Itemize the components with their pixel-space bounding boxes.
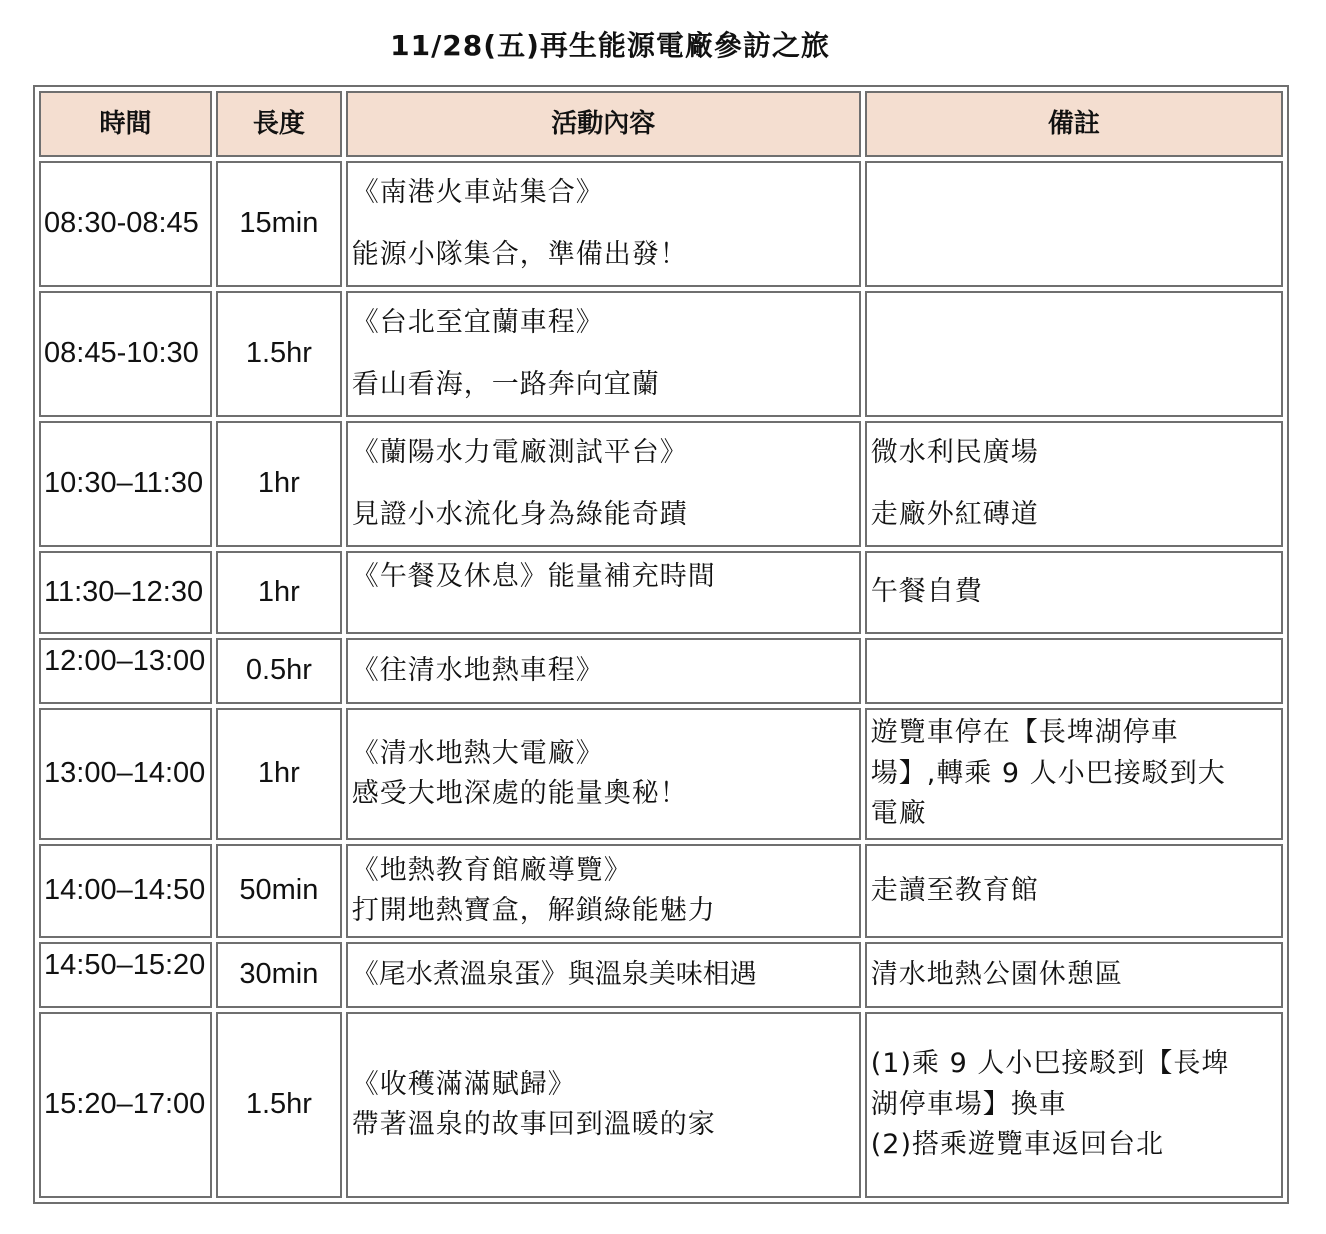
header-activity: 活動內容 <box>346 91 861 157</box>
activity-cell <box>346 708 861 840</box>
activity-cell <box>346 551 861 634</box>
activity-title: 《地熱教育館廠導覽》 <box>351 854 632 886</box>
time-cell: 11:30–12:30 <box>39 551 212 634</box>
table-row <box>39 844 1283 938</box>
notes-cell <box>865 421 1283 547</box>
duration-cell: 15min <box>216 161 342 287</box>
notes-cell <box>865 638 1283 704</box>
table-row <box>39 942 1283 1008</box>
table-row <box>39 551 1283 634</box>
time-cell: 08:30-08:45 <box>39 161 212 287</box>
activity-cell <box>346 1012 861 1198</box>
activity-title: 《台北至宜蘭車程》 <box>351 306 604 338</box>
note-line: 場】,轉乘 9 人小巴接駁到大 <box>870 757 1226 789</box>
activity-title: 《往清水地熱車程》 <box>351 654 604 686</box>
duration-cell: 1.5hr <box>216 291 342 417</box>
note-line: 微水利民廣場 <box>870 436 1039 468</box>
table-row <box>39 291 1283 417</box>
notes-cell <box>865 161 1283 287</box>
notes-cell <box>865 708 1283 840</box>
activity-cell <box>346 421 861 547</box>
time-cell: 10:30–11:30 <box>39 421 212 547</box>
table-header-row <box>39 91 1283 157</box>
note-line: 湖停車場】換車 <box>870 1088 1067 1120</box>
time-cell: 13:00–14:00 <box>39 708 212 840</box>
note-line: 走讀至教育館 <box>870 874 1039 906</box>
note-line: 走廠外紅磚道 <box>870 499 1039 530</box>
activity-cell <box>346 844 861 938</box>
activity-title: 《南港火車站集合》 <box>351 176 604 208</box>
activity-description: 感受大地深處的能量奧秘！ <box>351 778 688 809</box>
notes-cell <box>865 551 1283 634</box>
notes-cell <box>865 291 1283 417</box>
header-notes: 備註 <box>865 91 1283 157</box>
duration-cell: 0.5hr <box>216 638 342 704</box>
table-row <box>39 638 1283 704</box>
notes-cell <box>865 844 1283 938</box>
activity-description: 看山看海，一路奔向宜蘭 <box>351 369 660 400</box>
time-cell: 15:20–17:00 <box>39 1012 212 1198</box>
table-row <box>39 1012 1283 1198</box>
note-line: 電廠 <box>870 798 927 830</box>
time-cell: 12:00–13:00 <box>39 638 212 704</box>
duration-cell: 50min <box>216 844 342 938</box>
duration-cell: 1hr <box>216 551 342 634</box>
activity-description: 能源小隊集合，準備出發！ <box>351 239 688 270</box>
activity-title: 《午餐及休息》能量補充時間 <box>351 561 716 592</box>
duration-cell: 1hr <box>216 708 342 840</box>
activity-cell <box>346 638 861 704</box>
table-row <box>39 421 1283 547</box>
table-row <box>39 708 1283 840</box>
note-line: (1)乘 9 人小巴接駁到【長埤 <box>870 1048 1230 1080</box>
notes-cell <box>865 1012 1283 1198</box>
header-time: 時間 <box>39 91 212 157</box>
note-line: 午餐自費 <box>870 576 983 608</box>
duration-cell: 30min <box>216 942 342 1008</box>
notes-cell <box>865 942 1283 1008</box>
note-line: 遊覽車停在【長埤湖停車 <box>870 717 1179 749</box>
activity-cell <box>346 161 861 287</box>
activity-title: 《收穫滿滿賦歸》 <box>351 1068 576 1100</box>
time-cell: 14:50–15:20 <box>39 942 212 1008</box>
activity-cell <box>346 291 861 417</box>
activity-description: 打開地熱寶盒，解鎖綠能魅力 <box>351 895 716 926</box>
time-cell: 08:45-10:30 <box>39 291 212 417</box>
table-row <box>39 161 1283 287</box>
document-title: 11/28(五)再生能源電廠參訪之旅 <box>390 29 830 62</box>
activity-title: 《尾水煮溫泉蛋》與溫泉美味相遇 <box>351 958 757 990</box>
note-line: (2)搭乘遊覽車返回台北 <box>870 1129 1165 1161</box>
activity-description: 見證小水流化身為綠能奇蹟 <box>351 499 688 530</box>
activity-title: 《清水地熱大電廠》 <box>351 737 604 769</box>
duration-cell: 1hr <box>216 421 342 547</box>
activity-cell <box>346 942 861 1008</box>
itinerary-table <box>33 85 1289 1204</box>
activity-title: 《蘭陽水力電廠測試平台》 <box>351 436 688 468</box>
note-line: 清水地熱公園休憩區 <box>870 958 1123 990</box>
activity-description: 帶著溫泉的故事回到溫暖的家 <box>351 1109 716 1140</box>
header-duration: 長度 <box>216 91 342 157</box>
time-cell: 14:00–14:50 <box>39 844 212 938</box>
duration-cell: 1.5hr <box>216 1012 342 1198</box>
